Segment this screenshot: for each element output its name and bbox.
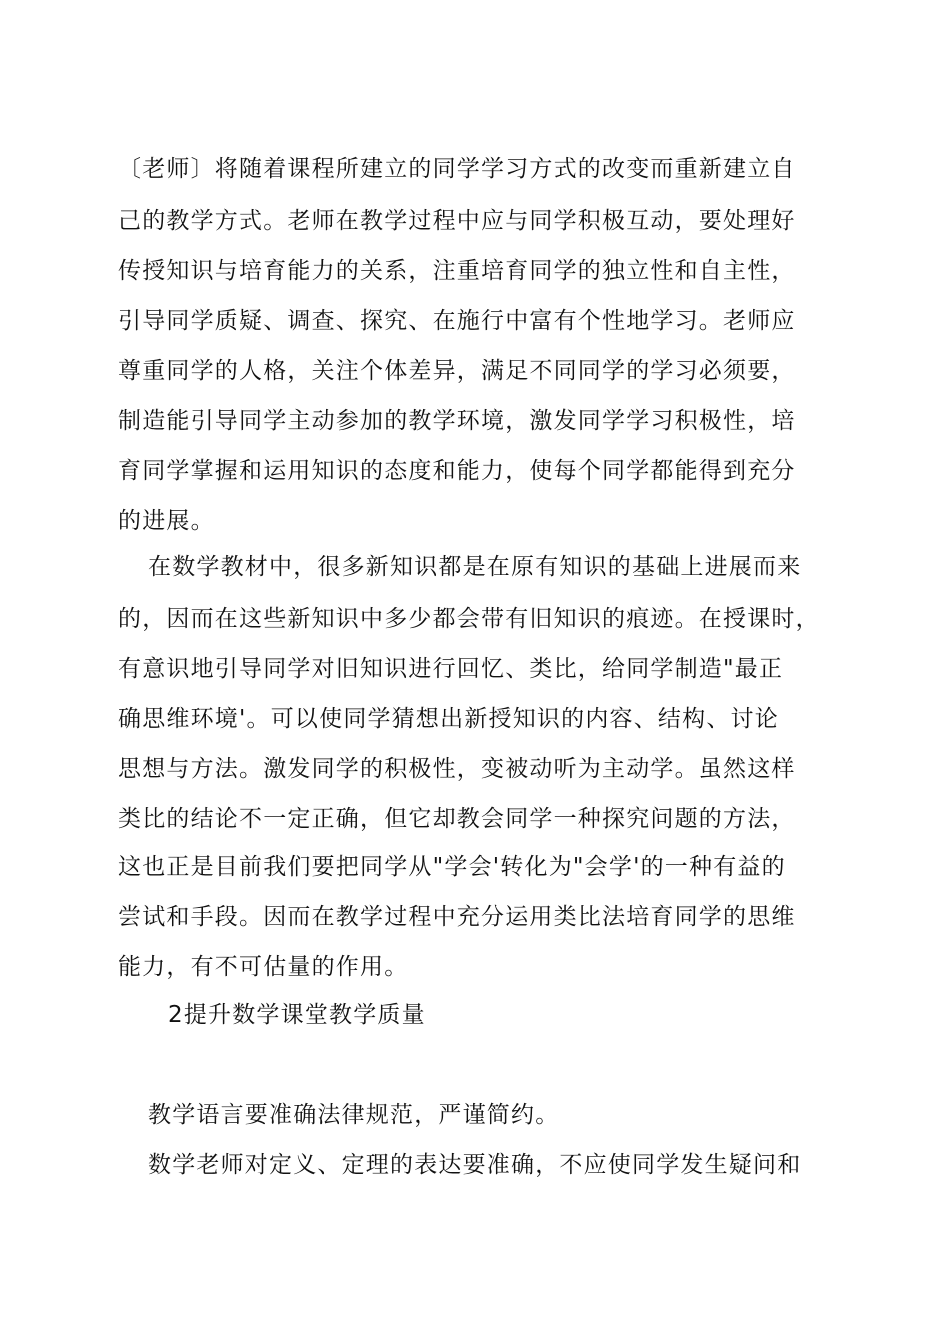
paragraph-2-line-5: 思想与方法。激发同学的积极性，变被动听为主动学。虽然这样	[118, 756, 796, 782]
paragraph-2-line-4: 确思维环境'。可以使同学猜想出新授知识的内容、结构、讨论	[118, 706, 779, 732]
paragraph-2-line-9: 能力，有不可估量的作用。	[118, 954, 409, 980]
section-heading: 2提升数学课堂教学质量	[168, 1002, 426, 1028]
paragraph-1-line-7: 育同学掌握和运用知识的态度和能力，使每个同学都能得到充分	[118, 458, 796, 484]
paragraph-2-line-7: 这也正是目前我们要把同学从"学会'转化为"会学'的一种有益的	[118, 854, 786, 880]
paragraph-1-line-8: 的进展。	[118, 508, 215, 534]
paragraph-2-line-2: 的，因而在这些新知识中多少都会带有旧知识的痕迹。在授课时，	[118, 606, 820, 632]
paragraph-2-line-8: 尝试和手段。因而在教学过程中充分运用类比法培育同学的思维	[118, 904, 796, 930]
paragraph-2-line-1: 在数学教材中，很多新知识都是在原有知识的基础上进展而来	[148, 554, 802, 580]
paragraph-2-line-6: 类比的结论不一定正确，但它却教会同学一种探究问题的方法，	[118, 806, 796, 832]
paragraph-1-line-6: 制造能引导同学主动参加的教学环境，激发同学学习积极性，培	[118, 408, 796, 434]
paragraph-1-line-2: 己的教学方式。老师在教学过程中应与同学积极互动，要处理好	[118, 208, 796, 234]
paragraph-2-line-3: 有意识地引导同学对旧知识进行回忆、类比，给同学制造"最正	[118, 656, 784, 682]
paragraph-1-line-3: 传授知识与培育能力的关系，注重培育同学的独立性和自主性，	[118, 258, 796, 284]
paragraph-4-line-1: 数学老师对定义、定理的表达要准确，不应使同学发生疑问和	[148, 1152, 802, 1178]
paragraph-1-line-1: 〔老师〕将随着课程所建立的同学学习方式的改变而重新建立自	[118, 156, 796, 182]
paragraph-3: 教学语言要准确法律规范，严谨简约。	[148, 1102, 560, 1128]
paragraph-1-line-4: 引导同学质疑、调查、探究、在施行中富有个性地学习。老师应	[118, 308, 796, 334]
paragraph-1-line-5: 尊重同学的人格，关注个体差异，满足不同同学的学习必须要，	[118, 358, 796, 384]
